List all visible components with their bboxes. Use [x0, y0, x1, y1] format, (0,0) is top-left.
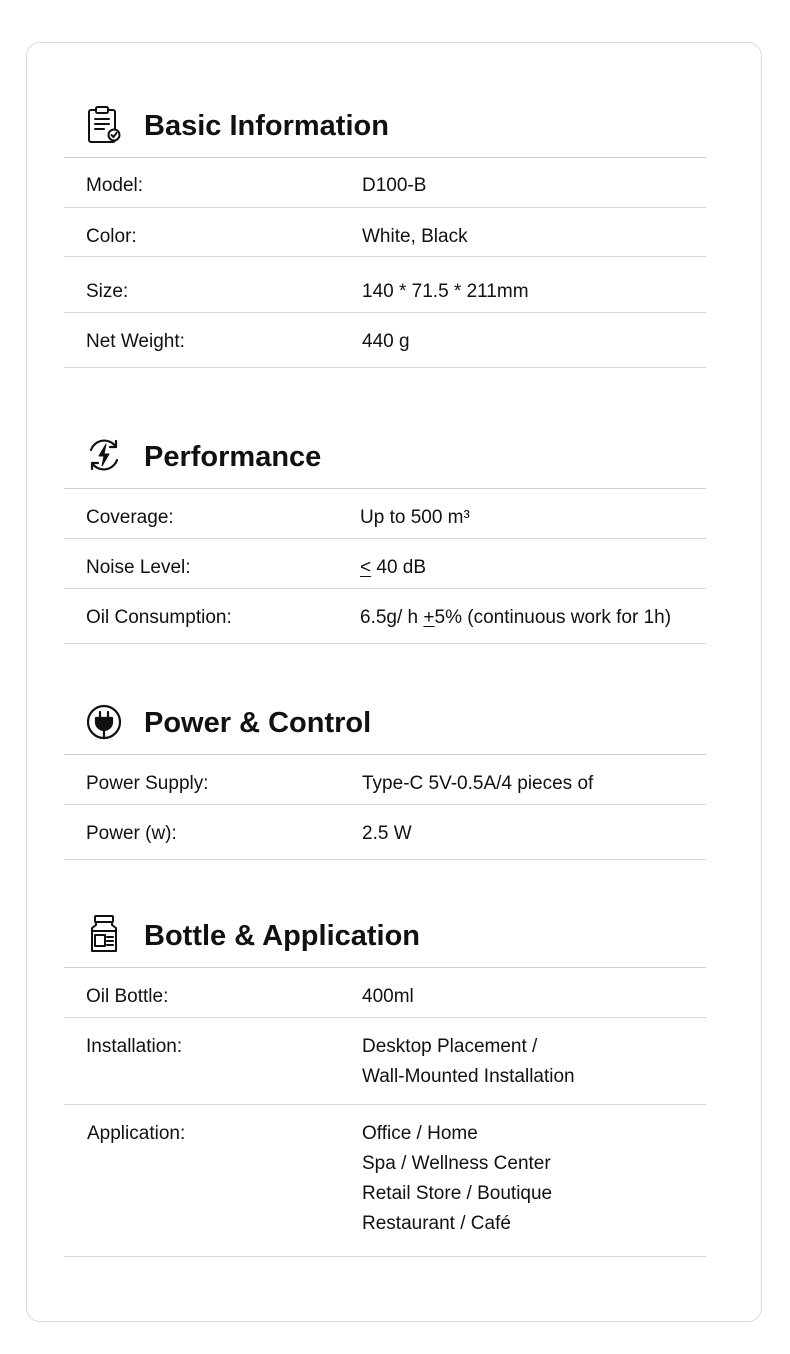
spec-value: 2.5 W [362, 823, 412, 844]
spec-label: Noise Level: [86, 557, 191, 578]
spec-label: Coverage: [86, 507, 174, 528]
spec-label: Application: [87, 1123, 186, 1144]
section-power-control [64, 680, 706, 860]
spec-row-power-supply [64, 755, 706, 805]
value-line: Spa / Wellness Center [362, 1153, 551, 1174]
clipboard-check-icon [84, 104, 124, 144]
spec-value: 440 g [362, 331, 410, 352]
section-bottle-application [64, 893, 706, 1257]
section-header [64, 680, 706, 755]
spec-label: Oil Consumption: [86, 607, 232, 628]
spec-value: 140 * 71.5 * 211mm [362, 281, 529, 302]
spec-label: Power (w): [86, 823, 177, 844]
value-line: Wall-Mounted Installation [362, 1066, 575, 1087]
spec-label: Installation: [86, 1036, 183, 1057]
spec-row-net-weight [64, 313, 706, 368]
value-line: Desktop Placement / [362, 1036, 538, 1057]
spec-value [360, 603, 671, 633]
spec-value: Type-C 5V-0.5A/4 pieces of [362, 773, 594, 794]
spec-label: Size: [86, 281, 129, 302]
spec-row-oil-consumption [64, 589, 706, 644]
value-line: Retail Store / Boutique [362, 1183, 553, 1204]
spec-row-installation [64, 1018, 706, 1105]
spec-row-oil-bottle [64, 968, 706, 1018]
spec-label: Power Supply: [86, 773, 209, 794]
section-performance [64, 414, 706, 644]
oil-value-pre: 6.5g/ h [360, 607, 424, 628]
spec-value [360, 553, 426, 583]
spec-row-coverage [64, 489, 706, 539]
spec-value: D100-B [362, 175, 427, 196]
section-title: Basic Information [144, 110, 389, 142]
spec-value [362, 1032, 575, 1092]
spec-row-color [64, 208, 706, 257]
section-header [64, 893, 706, 968]
spec-label: Net Weight: [86, 331, 185, 352]
spec-value: 400ml [362, 986, 414, 1007]
spec-label: Oil Bottle: [86, 986, 169, 1007]
value-line: Office / Home [362, 1123, 478, 1144]
spec-label: Model: [86, 175, 144, 196]
spec-value [362, 1119, 552, 1239]
bottle-icon [84, 914, 124, 954]
lightning-cycle-icon [84, 435, 124, 475]
section-header [64, 414, 706, 489]
section-title: Performance [144, 441, 322, 473]
section-basic-information [64, 83, 706, 368]
section-header [64, 83, 706, 158]
spec-value: White, Black [362, 226, 468, 247]
spec-row-size [64, 257, 706, 313]
spec-row-application [64, 1105, 706, 1257]
value-line: Restaurant / Café [362, 1213, 511, 1234]
spec-label: Color: [86, 226, 137, 247]
oil-value-post: 5% (continuous work for 1h) [434, 607, 672, 628]
plus-minus-symbol: + [423, 607, 435, 628]
spec-row-model [64, 158, 706, 208]
section-title: Bottle & Application [144, 920, 421, 952]
noise-value: 40 dB [371, 557, 427, 578]
power-plug-icon [84, 701, 124, 741]
spec-row-power-w [64, 805, 706, 860]
spec-row-noise-level [64, 539, 706, 589]
less-equal-symbol: < [360, 557, 372, 578]
spec-value: Up to 500 m³ [360, 507, 470, 528]
section-title: Power & Control [144, 707, 372, 739]
